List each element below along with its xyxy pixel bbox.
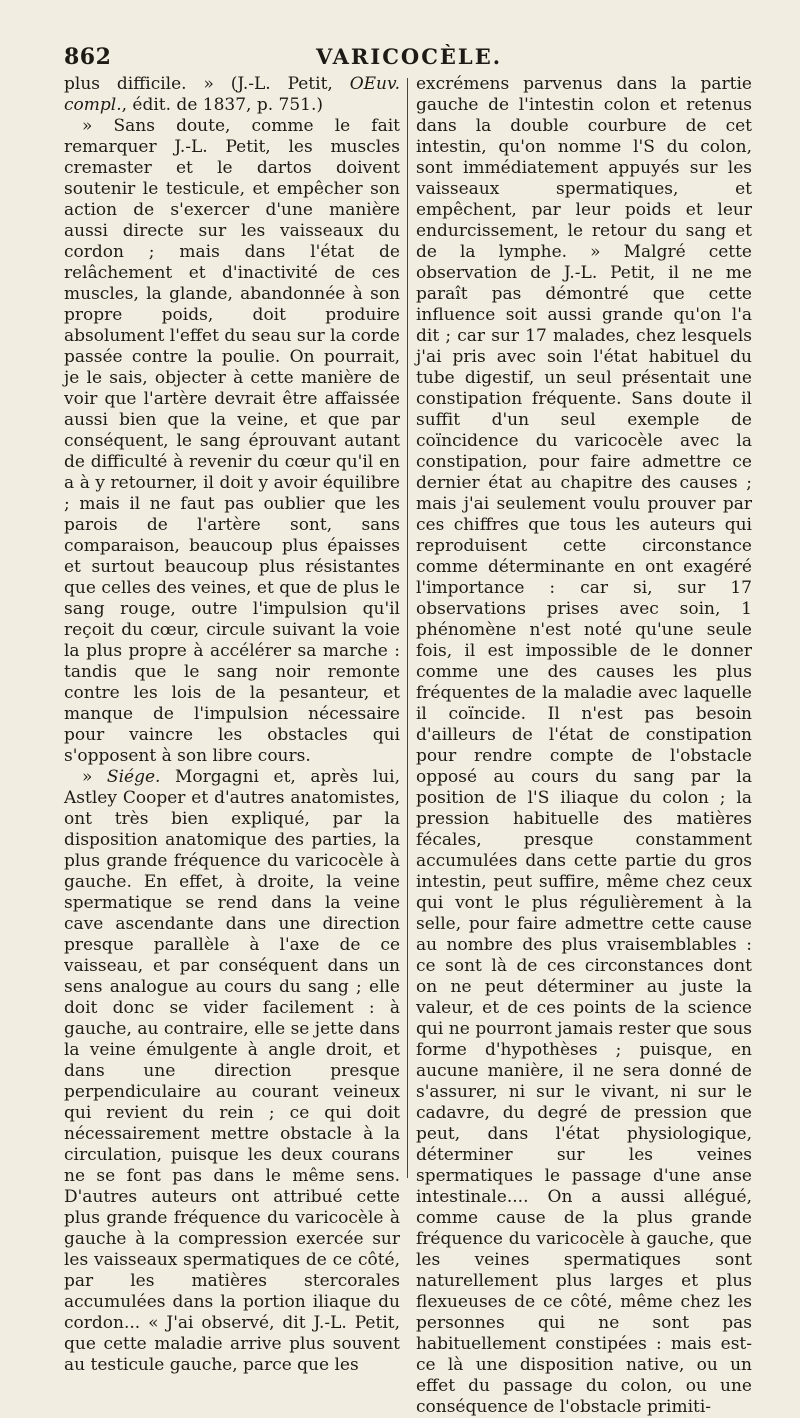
paragraph: » Siége. Morgagni et, après lui, Astley Cooper et d'autres anatomistes, ont très bien expliqué, par la disposition anatomique des parties, la plus grande fréquence du varicocèle à gauche. En effet, à droite, la veine spermatique se rend dans la veine cave ascendante dans une direction presque parallèle à l'axe de ce vaisseau, et par conséquent dans un sens analogue au cours du sang ; elle doit donc se vider facilement : à gauche, au contraire, elle se jette dans la veine émulgente à angle droit, et dans une direction presque perpendiculaire au courant veineux qui revient du rein ; ce qui doit nécessairement mettre obstacle à la circulation, puisque les deux courans ne se font pas dans le même sens. D'autres auteurs ont attribué cette plus grande fréquence du varicocèle à gauche à la compression exercée sur les vaisseaux spermatiques de ce côté, par les matières stercorales accumulées dans la portion iliaque du cordon... « J'ai observé, dit J.-L. Petit, que cette maladie arrive plus souvent au testicule gauche, parce que les xyxy=(64,767,400,1375)
paragraph: » Sans doute, comme le fait remarquer J.-L. Petit, les muscles cremaster et le dartos doivent soutenir le testicule, et empêcher son action de s'exercer d'une manière aussi directe sur les vaisseaux du cordon ; mais dans l'état de relâchement et d'inactivité de ces muscles, la glande, abandonnée à son propre poids, doit produire absolument l'effet du seau sur la corde passée contre la poulie. On pourrait, je le sais, objecter à cette manière de voir que l'artère devrait être affaissée aussi bien que la veine, et que par conséquent, le sang éprouvant autant de difficulté à revenir du cœur qu'il en a à y retourner, il doit y avoir équilibre ; mais il ne faut pas oublier que les parois de l'artère sont, sans comparaison, beaucoup plus épaisses et surtout beaucoup plus résistantes que celles des veines, et que de plus le sang rouge, outre l'impulsion qu'il reçoit du cœur, circule suivant la voie la plus propre à accélérer sa marche : tandis que le sang noir remonte contre les lois de la pesanteur, et manque de l'impulsion nécessaire pour vaincre les obstacles qui s'opposent à son libre cours. xyxy=(64,116,400,766)
right-column xyxy=(416,74,752,1417)
column-divider xyxy=(407,78,408,1178)
paragraph: excrémens parvenus dans la partie gauche de l'intestin colon et retenus dans la double courbure de cet intestin, qu'on nomme l'S du colon, sont immédiatement appuyés sur les vaisseaux spermatiques, et empêchent, par leur poids et leur endurcissement, le retour du sang et de la lymphe. » Malgré cette observation de J.-L. Petit, il ne me paraît pas démontré que cette influence soit aussi grande qu'on l'a dit ; car sur 17 malades, chez lesquels j'ai pris avec soin l'état habituel du tube digestif, un seul présentait une constipation fréquente. Sans doute il suffit d'un seul exemple de coïncidence du varicocèle avec la constipation, pour faire admettre ce dernier état au chapitre des causes ; mais j'ai seulement voulu prouver par ces chiffres que tous les auteurs qui reproduisent cette circonstance comme déterminante en ont exagéré l'importance : car si, sur 17 observations prises avec soin, 1 phénomène n'est noté qu'une seule fois, il est impossible de le donner comme une des causes les plus fréquentes de la maladie avec laquelle il coïncide. Il n'est pas besoin d'ailleurs de l'état de constipation pour rendre compte de l'obstacle opposé au cours du sang par la position de l'S iliaque du colon ; la pression habituelle des matières fécales, presque constamment accumulées dans cette partie du gros intestin, peut suffire, même chez ceux qui vont le plus régulièrement à la selle, pour faire admettre cette cause au nombre des plus vraisemblables : ce sont là de ces circonstances dont on ne peut déterminer au juste la valeur, et de ces points de la science qui ne pourront jamais rester que sous forme d'hypothèses ; puisque, en aucune manière, il ne sera donné de s'assurer, ni sur le vivant, ni sur le cadavre, du degré de pression que peut, dans l'état physiologique, déterminer sur les veines spermatiques le passage d'une anse intestinale.... On a aussi allégué, comme cause de la plus grande fréquence du varicocèle à gauche, que les veines spermatiques sont naturellement plus larges et plus flexueuses de ce côté, même chez les personnes qui ne sont pas habituellement constipées : mais est-ce là une disposition native, ou un effet du passage du colon, ou une conséquence de l'obstacle primiti- xyxy=(416,74,752,1417)
page-number: 862 xyxy=(64,44,112,70)
left-column xyxy=(64,74,400,1375)
running-title: VARICOCÈLE. xyxy=(315,44,503,69)
page-header xyxy=(64,44,754,74)
paragraph: plus difficile. » (J.-L. Petit, OEuv. compl., édit. de 1837, p. 751.) xyxy=(64,74,400,115)
